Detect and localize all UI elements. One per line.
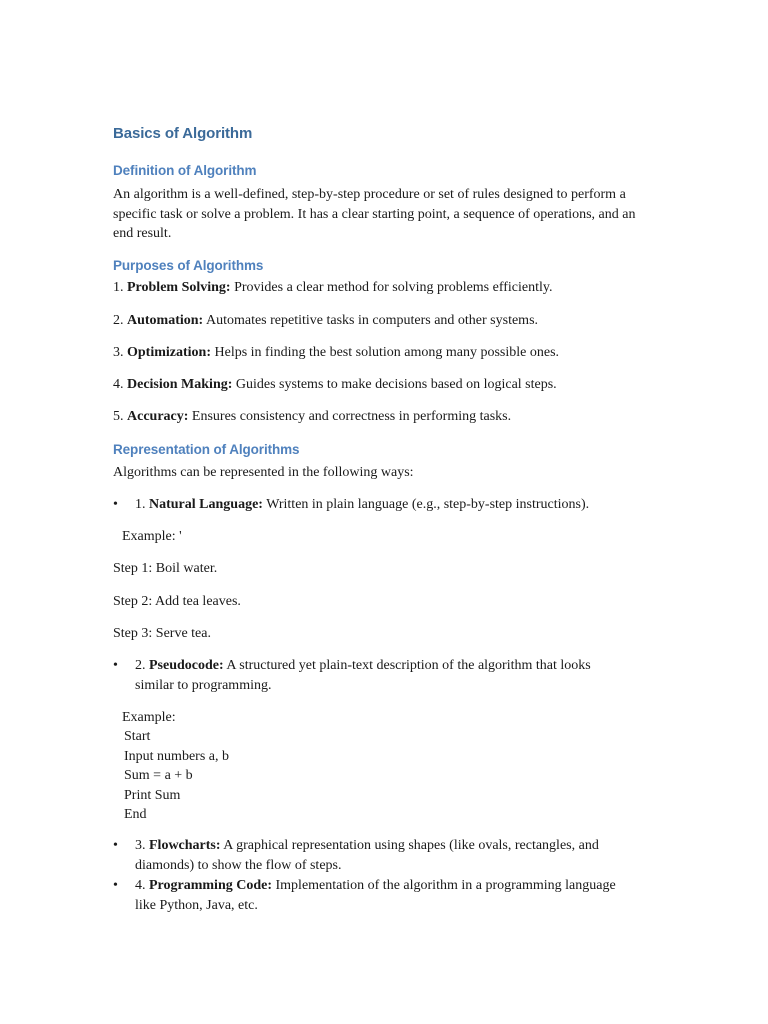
pseudocode-line: Start — [124, 729, 151, 744]
bullet-icon: • — [113, 497, 118, 512]
item-desc: A graphical representation using shapes (like ovals, rectangles, and — [223, 838, 599, 853]
item-term: Pseudocode: — [149, 658, 224, 673]
item-number: 1. — [135, 497, 146, 512]
document-title: Basics of Algorithm — [113, 125, 253, 142]
item-desc: Implementation of the algorithm in a programming language — [275, 878, 616, 893]
item-number: 2. — [135, 658, 146, 673]
item-term: Programming Code: — [149, 878, 272, 893]
flowcharts-desc-continued: diamonds) to show the flow of steps. — [135, 858, 342, 873]
item-desc: Written in plain language (e.g., step-by-step instructions). — [266, 497, 590, 512]
pseudocode-line: Sum = a + b — [124, 768, 193, 784]
purpose-item-desc: Automates repetitive tasks in computers and other systems. — [205, 313, 539, 328]
pseudocode-line: Print Sum — [124, 787, 181, 803]
purpose-item-desc: Ensures consistency and correctness in performing tasks. — [191, 409, 512, 424]
purpose-item-number: 5. — [113, 409, 124, 424]
pseudocode-desc-continued: similar to programming. — [135, 678, 272, 693]
purpose-item-term: Optimization: — [127, 345, 211, 360]
natural-language-step: Step 2: Add tea leaves. — [113, 594, 241, 609]
pseudocode-line: Input numbers a, b — [124, 748, 229, 764]
item-term: Natural Language: — [149, 497, 263, 512]
pseudocode-item — [135, 656, 591, 676]
purpose-item-term: Decision Making: — [127, 377, 233, 392]
definition-heading: Definition of Algorithm — [113, 163, 257, 178]
pseudocode-line: End — [124, 807, 147, 823]
flowcharts-item — [135, 836, 599, 856]
purpose-item-number: 2. — [113, 313, 124, 328]
natural-language-example-label: Example: ' — [122, 529, 182, 544]
item-number: 4. — [135, 878, 146, 893]
purpose-item-number: 4. — [113, 377, 124, 392]
purpose-item-term: Accuracy: — [127, 409, 189, 424]
purpose-item-desc: Helps in finding the best solution among many possible ones. — [214, 345, 560, 360]
programming-code-item — [135, 876, 616, 896]
pseudocode-example-label: Example: — [122, 710, 176, 725]
purpose-item-number: 1. — [113, 280, 124, 295]
purpose-item-desc: Guides systems to make decisions based on logical steps. — [235, 377, 557, 392]
pseudocode-block — [124, 727, 229, 825]
purpose-item — [113, 407, 511, 427]
purpose-item — [113, 375, 557, 395]
purpose-item-number: 3. — [113, 345, 124, 360]
purpose-item — [113, 343, 559, 363]
item-number: 3. — [135, 838, 146, 853]
natural-language-item — [135, 495, 589, 515]
purpose-item-term: Problem Solving: — [127, 280, 231, 295]
representation-heading: Representation of Algorithms — [113, 442, 300, 457]
purpose-item-term: Automation: — [127, 313, 204, 328]
purpose-item — [113, 278, 553, 298]
representation-intro: Algorithms can be represented in the following ways: — [113, 465, 414, 480]
natural-language-step: Step 3: Serve tea. — [113, 626, 211, 641]
purpose-item-desc: Provides a clear method for solving problems efficiently. — [234, 280, 553, 295]
purpose-item — [113, 311, 538, 331]
item-term: Flowcharts: — [149, 838, 221, 853]
programming-code-desc-continued: like Python, Java, etc. — [135, 898, 258, 913]
purposes-heading: Purposes of Algorithms — [113, 258, 264, 273]
bullet-icon: • — [113, 878, 118, 893]
bullet-icon: • — [113, 658, 118, 673]
bullet-icon: • — [113, 838, 118, 853]
definition-text: An algorithm is a well-defined, step-by-step procedure or set of rules designed to perform a specific task or solve a problem. It has a clear starting point, a sequence of operations, and an end result. — [113, 187, 636, 241]
natural-language-step: Step 1: Boil water. — [113, 561, 218, 576]
item-desc: A structured yet plain-text description of the algorithm that looks — [226, 658, 591, 673]
